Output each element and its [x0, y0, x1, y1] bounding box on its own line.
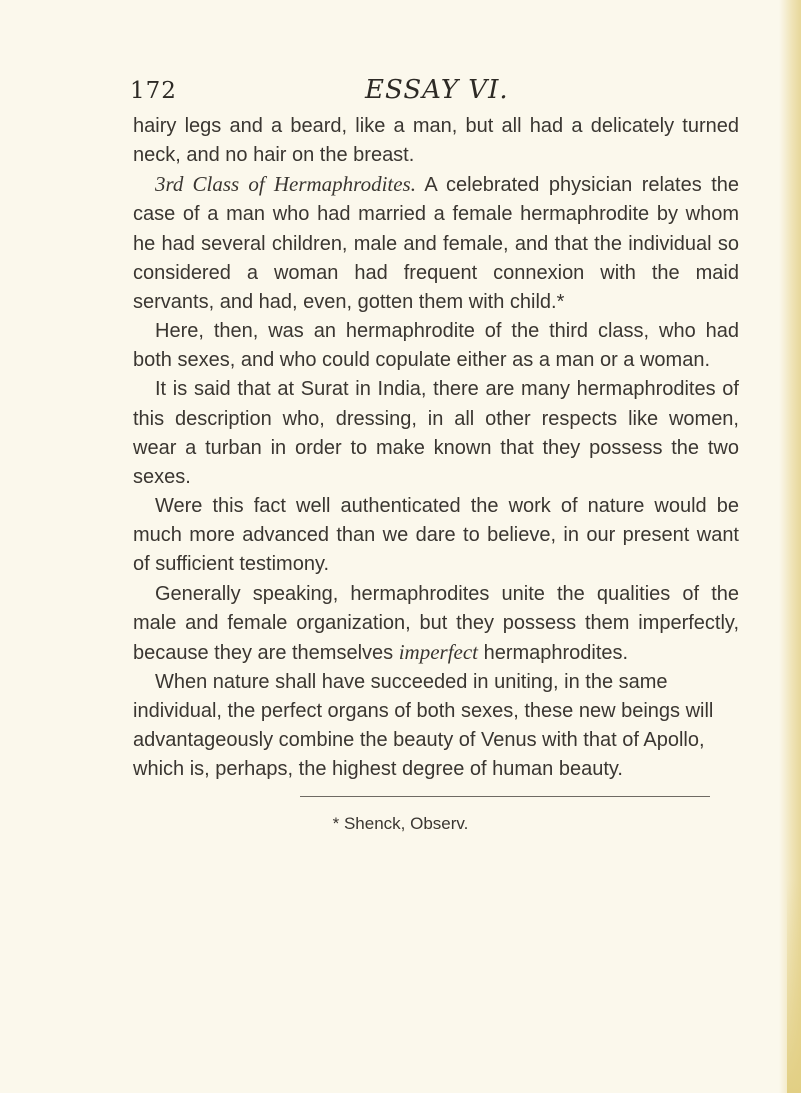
page-number: 172 — [130, 78, 177, 104]
paragraph-text: hermaphrodites. — [478, 641, 629, 664]
paragraph-generally — [133, 580, 739, 668]
body-text — [133, 112, 739, 785]
running-title: ESSAY VI. — [365, 75, 509, 105]
footnote-rule — [300, 796, 710, 797]
paragraph-authenticated: Were this fact well authenticated the work of nature would be much more advanced than we dare to believe, in our present want of sufficient testimony. — [133, 495, 739, 576]
paragraph-nature: When nature shall have succeeded in uniting, in the same individual, the perfect organs of both sexes, these new beings will advantageously combine the beauty of Venus with that of Apollo, which is, perhaps, the highest degree of human beauty. — [133, 670, 714, 781]
page-header — [130, 70, 740, 110]
emphasis-text: imperfect — [398, 639, 479, 664]
paragraph-third-class — [133, 170, 739, 317]
paragraph-text: A celebrated physician relates the case of a man who had married a female hermaphrodite by whom he had several children, male and female, and that the individual so considered a woman had frequent connexion with the maid servants, and had, even, gotten them with child.* — [133, 174, 739, 313]
paragraph-continuation: hairy legs and a beard, like a man, but all had a delicately turned neck, and no hair on the breast. — [133, 115, 739, 167]
section-heading: 3rd Class of Hermaphrodites. — [155, 172, 416, 197]
footnote: * Shenck, Observ. — [332, 814, 469, 833]
paragraph-third-class-summary: Here, then, was an hermaphrodite of the third class, who had both sexes, and who could copulate either as a man or a woman. — [133, 320, 739, 372]
paragraph-surat: It is said that at Surat in India, there are many hermaphrodites of this description who, dressing, in all other respects like women, wear a turban in order to make known that they possess the two sexes. — [133, 378, 739, 488]
page-edge-stain — [787, 880, 801, 1093]
paragraph-text: Generally speaking, hermaphrodites unite the qualities of the male and female organization, but they possess them imperfectly, because they are themselves — [133, 582, 739, 664]
